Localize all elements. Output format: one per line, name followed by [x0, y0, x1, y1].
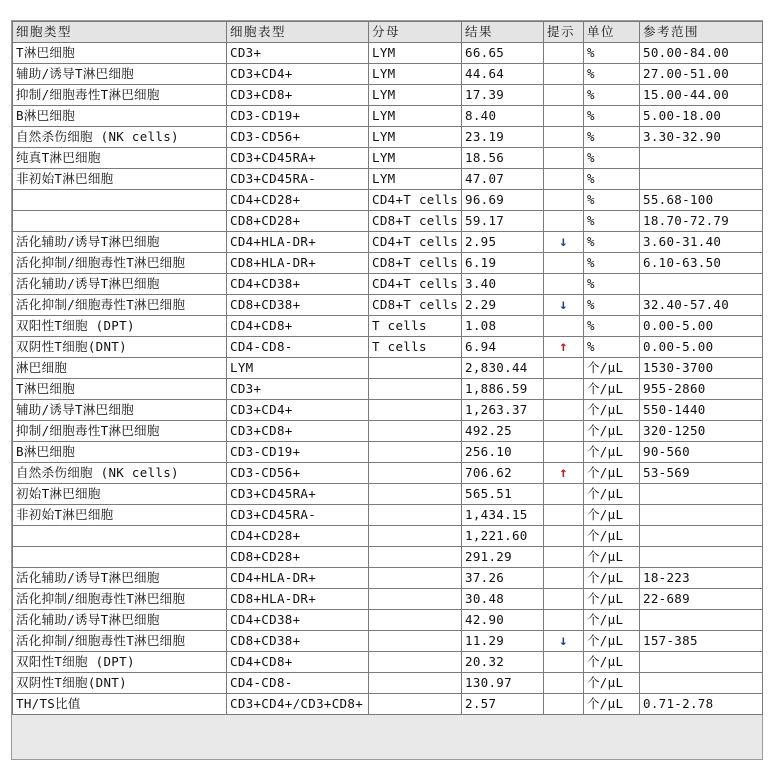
cell-result: 565.51 — [462, 484, 544, 505]
cell-result: 1,221.60 — [462, 526, 544, 547]
cell-result: 3.40 — [462, 274, 544, 295]
cell-phenotype: CD3+CD45RA+ — [227, 148, 369, 169]
cell-unit: 个/μL — [584, 505, 640, 526]
cell-denominator — [369, 610, 462, 631]
cell-denominator: LYM — [369, 148, 462, 169]
cell-denominator — [369, 631, 462, 652]
cell-denominator — [369, 484, 462, 505]
cell-denominator — [369, 505, 462, 526]
cell-phenotype: CD3-CD19+ — [227, 106, 369, 127]
cell-type: 双阴性T细胞(DNT) — [13, 673, 227, 694]
cell-result: 30.48 — [462, 589, 544, 610]
cell-phenotype: CD3+CD8+ — [227, 85, 369, 106]
cell-denominator — [369, 358, 462, 379]
header-cell-range: 参考范围 — [640, 22, 763, 43]
cell-phenotype: LYM — [227, 358, 369, 379]
cell-phenotype: CD4+CD38+ — [227, 610, 369, 631]
cell-denominator: CD4+T cells — [369, 274, 462, 295]
cell-flag — [544, 64, 584, 85]
table-row — [13, 379, 763, 400]
table-row — [13, 64, 763, 85]
cell-type — [13, 211, 227, 232]
table-row — [13, 673, 763, 694]
cell-range: 3.30-32.90 — [640, 127, 763, 148]
cell-range — [640, 547, 763, 568]
cell-phenotype: CD3+CD4+ — [227, 64, 369, 85]
cell-range: 32.40-57.40 — [640, 295, 763, 316]
cell-unit: % — [584, 106, 640, 127]
cell-range: 1530-3700 — [640, 358, 763, 379]
cell-flag — [544, 400, 584, 421]
cell-flag — [544, 652, 584, 673]
cell-denominator: LYM — [369, 85, 462, 106]
cell-flag — [544, 694, 584, 715]
table-row — [13, 610, 763, 631]
cell-result: 2.57 — [462, 694, 544, 715]
cell-result: 66.65 — [462, 43, 544, 64]
cell-range — [640, 673, 763, 694]
cell-unit: 个/μL — [584, 547, 640, 568]
cell-result: 23.19 — [462, 127, 544, 148]
cell-range: 0.71-2.78 — [640, 694, 763, 715]
cell-unit: 个/μL — [584, 568, 640, 589]
cell-phenotype: CD3+CD8+ — [227, 421, 369, 442]
cell-phenotype: CD3+ — [227, 379, 369, 400]
cell-phenotype: CD4+HLA-DR+ — [227, 568, 369, 589]
cell-unit: % — [584, 190, 640, 211]
table-row — [13, 337, 763, 358]
cell-unit: 个/μL — [584, 421, 640, 442]
cell-phenotype: CD3-CD19+ — [227, 442, 369, 463]
cell-flag — [544, 106, 584, 127]
cell-range: 3.60-31.40 — [640, 232, 763, 253]
cell-result: 59.17 — [462, 211, 544, 232]
cell-type: B淋巴细胞 — [13, 106, 227, 127]
cell-phenotype: CD8+HLA-DR+ — [227, 589, 369, 610]
header-cell-denominator: 分母 — [369, 22, 462, 43]
cell-type: 抑制/细胞毒性T淋巴细胞 — [13, 421, 227, 442]
table-row — [13, 43, 763, 64]
cell-denominator: T cells — [369, 316, 462, 337]
cell-unit: % — [584, 253, 640, 274]
cell-unit: 个/μL — [584, 652, 640, 673]
cell-unit: 个/μL — [584, 358, 640, 379]
table-row — [13, 127, 763, 148]
cell-range — [640, 169, 763, 190]
cell-unit: 个/μL — [584, 379, 640, 400]
cell-result: 706.62 — [462, 463, 544, 484]
cell-flag — [544, 274, 584, 295]
arrow-down-icon: ↓ — [544, 295, 584, 316]
cell-type: 辅助/诱导T淋巴细胞 — [13, 400, 227, 421]
cell-flag — [544, 484, 584, 505]
cell-denominator — [369, 421, 462, 442]
arrow-down-icon: ↓ — [544, 232, 584, 253]
table-row — [13, 253, 763, 274]
cell-result: 1,886.59 — [462, 379, 544, 400]
cell-range: 550-1440 — [640, 400, 763, 421]
cell-denominator — [369, 589, 462, 610]
table-header-row — [13, 22, 763, 43]
cell-range: 90-560 — [640, 442, 763, 463]
cell-phenotype: CD4+CD38+ — [227, 274, 369, 295]
cell-flag — [544, 316, 584, 337]
cell-flag — [544, 673, 584, 694]
cell-result: 492.25 — [462, 421, 544, 442]
cell-type — [13, 526, 227, 547]
cell-denominator — [369, 568, 462, 589]
cell-result: 18.56 — [462, 148, 544, 169]
cell-type: 自然杀伤细胞 (NK cells) — [13, 127, 227, 148]
cell-type: 活化抑制/细胞毒性T淋巴细胞 — [13, 295, 227, 316]
cell-unit: % — [584, 43, 640, 64]
cell-type: 初始T淋巴细胞 — [13, 484, 227, 505]
cell-denominator — [369, 400, 462, 421]
cell-unit: % — [584, 316, 640, 337]
cell-denominator: LYM — [369, 64, 462, 85]
cell-result: 1.08 — [462, 316, 544, 337]
cell-phenotype: CD8+CD28+ — [227, 211, 369, 232]
cell-range: 157-385 — [640, 631, 763, 652]
cell-denominator: CD4+T cells — [369, 190, 462, 211]
cell-type: 活化抑制/细胞毒性T淋巴细胞 — [13, 253, 227, 274]
cell-range: 27.00-51.00 — [640, 64, 763, 85]
cell-denominator — [369, 442, 462, 463]
table-row — [13, 421, 763, 442]
table-row — [13, 169, 763, 190]
cell-result: 2,830.44 — [462, 358, 544, 379]
header-cell-phenotype: 细胞表型 — [227, 22, 369, 43]
cell-result: 8.40 — [462, 106, 544, 127]
table-row — [13, 106, 763, 127]
cell-unit: % — [584, 64, 640, 85]
header-cell-type: 细胞类型 — [13, 22, 227, 43]
table-row — [13, 148, 763, 169]
cell-denominator — [369, 652, 462, 673]
cell-flag — [544, 43, 584, 64]
cell-phenotype: CD8+CD38+ — [227, 631, 369, 652]
cell-type: 抑制/细胞毒性T淋巴细胞 — [13, 85, 227, 106]
cell-result: 1,263.37 — [462, 400, 544, 421]
cell-phenotype: CD4+CD28+ — [227, 190, 369, 211]
cell-flag — [544, 526, 584, 547]
cell-range: 53-569 — [640, 463, 763, 484]
cell-range: 6.10-63.50 — [640, 253, 763, 274]
cell-unit: 个/μL — [584, 400, 640, 421]
cell-type: 纯真T淋巴细胞 — [13, 148, 227, 169]
cell-flag — [544, 85, 584, 106]
cell-phenotype: CD4+CD8+ — [227, 652, 369, 673]
cell-result: 42.90 — [462, 610, 544, 631]
cell-unit: % — [584, 211, 640, 232]
cell-result: 130.97 — [462, 673, 544, 694]
cell-phenotype: CD3+CD45RA- — [227, 169, 369, 190]
cell-flag — [544, 568, 584, 589]
cell-type: 活化辅助/诱导T淋巴细胞 — [13, 232, 227, 253]
cell-type: 活化辅助/诱导T淋巴细胞 — [13, 568, 227, 589]
cell-range: 5.00-18.00 — [640, 106, 763, 127]
cell-range — [640, 274, 763, 295]
cell-type: T淋巴细胞 — [13, 43, 227, 64]
cell-type: 非初始T淋巴细胞 — [13, 169, 227, 190]
cell-flag — [544, 610, 584, 631]
cell-result: 6.94 — [462, 337, 544, 358]
cell-type: 活化抑制/细胞毒性T淋巴细胞 — [13, 589, 227, 610]
cell-flag — [544, 589, 584, 610]
cell-result: 47.07 — [462, 169, 544, 190]
cell-unit: 个/μL — [584, 694, 640, 715]
cell-type: 自然杀伤细胞 (NK cells) — [13, 463, 227, 484]
table-row — [13, 442, 763, 463]
cell-phenotype: CD3+CD4+ — [227, 400, 369, 421]
cell-range: 55.68-100 — [640, 190, 763, 211]
cell-unit: 个/μL — [584, 442, 640, 463]
cell-unit: 个/μL — [584, 673, 640, 694]
cell-unit: % — [584, 85, 640, 106]
cell-type: 双阳性T细胞 (DPT) — [13, 316, 227, 337]
cell-flag — [544, 190, 584, 211]
table-row — [13, 190, 763, 211]
table-row — [13, 568, 763, 589]
cell-denominator: CD4+T cells — [369, 232, 462, 253]
cell-denominator: T cells — [369, 337, 462, 358]
table-row — [13, 316, 763, 337]
cell-denominator: CD8+T cells — [369, 253, 462, 274]
table-row — [13, 526, 763, 547]
cell-result: 20.32 — [462, 652, 544, 673]
cell-denominator — [369, 673, 462, 694]
cell-result: 256.10 — [462, 442, 544, 463]
cell-flag — [544, 442, 584, 463]
cell-range — [640, 526, 763, 547]
cell-phenotype: CD4+HLA-DR+ — [227, 232, 369, 253]
cell-flag — [544, 127, 584, 148]
cell-type: 淋巴细胞 — [13, 358, 227, 379]
cell-unit: % — [584, 274, 640, 295]
cell-range: 22-689 — [640, 589, 763, 610]
table-row — [13, 274, 763, 295]
cell-unit: 个/μL — [584, 631, 640, 652]
cell-range — [640, 148, 763, 169]
cell-result: 17.39 — [462, 85, 544, 106]
cell-flag — [544, 547, 584, 568]
cell-phenotype: CD8+HLA-DR+ — [227, 253, 369, 274]
table-row — [13, 358, 763, 379]
cell-type: B淋巴细胞 — [13, 442, 227, 463]
table-row — [13, 484, 763, 505]
cell-type: T淋巴细胞 — [13, 379, 227, 400]
cell-type: 双阴性T细胞(DNT) — [13, 337, 227, 358]
cell-type — [13, 547, 227, 568]
cell-range: 955-2860 — [640, 379, 763, 400]
cell-flag — [544, 148, 584, 169]
cell-phenotype: CD3+CD4+/CD3+CD8+ — [227, 694, 369, 715]
cell-result: 291.29 — [462, 547, 544, 568]
cell-phenotype: CD3+ — [227, 43, 369, 64]
cell-type — [13, 190, 227, 211]
cell-unit: 个/μL — [584, 484, 640, 505]
table-row — [13, 232, 763, 253]
cell-flag — [544, 169, 584, 190]
cell-denominator: LYM — [369, 106, 462, 127]
table-row — [13, 85, 763, 106]
cell-range: 15.00-44.00 — [640, 85, 763, 106]
cell-range — [640, 610, 763, 631]
cell-phenotype: CD8+CD28+ — [227, 547, 369, 568]
cell-type: 辅助/诱导T淋巴细胞 — [13, 64, 227, 85]
table-row — [13, 631, 763, 652]
cell-phenotype: CD4-CD8- — [227, 337, 369, 358]
arrow-up-icon: ↑ — [544, 337, 584, 358]
cell-flag — [544, 211, 584, 232]
cell-phenotype: CD4+CD8+ — [227, 316, 369, 337]
cell-flag — [544, 358, 584, 379]
cell-flag — [544, 505, 584, 526]
cell-type: 非初始T淋巴细胞 — [13, 505, 227, 526]
cell-unit: % — [584, 295, 640, 316]
table-row — [13, 400, 763, 421]
cell-flag — [544, 421, 584, 442]
cell-range: 0.00-5.00 — [640, 316, 763, 337]
table-row — [13, 211, 763, 232]
cell-denominator: LYM — [369, 169, 462, 190]
cell-result: 37.26 — [462, 568, 544, 589]
cell-phenotype: CD4-CD8- — [227, 673, 369, 694]
table-row — [13, 547, 763, 568]
cell-result: 44.64 — [462, 64, 544, 85]
cell-unit: % — [584, 337, 640, 358]
cell-unit: 个/μL — [584, 526, 640, 547]
cell-range: 50.00-84.00 — [640, 43, 763, 64]
lymphocyte-subset-table — [12, 21, 763, 715]
cell-flag — [544, 379, 584, 400]
cell-denominator — [369, 526, 462, 547]
cell-type: 双阳性T细胞 (DPT) — [13, 652, 227, 673]
table-row — [13, 694, 763, 715]
cell-range: 320-1250 — [640, 421, 763, 442]
cell-range — [640, 652, 763, 673]
cell-unit: 个/μL — [584, 589, 640, 610]
arrow-up-icon: ↑ — [544, 463, 584, 484]
cell-result: 6.19 — [462, 253, 544, 274]
table-row — [13, 463, 763, 484]
cell-result: 11.29 — [462, 631, 544, 652]
cell-phenotype: CD4+CD28+ — [227, 526, 369, 547]
cell-type: 活化辅助/诱导T淋巴细胞 — [13, 610, 227, 631]
cell-phenotype: CD3-CD56+ — [227, 463, 369, 484]
cell-denominator: CD8+T cells — [369, 295, 462, 316]
arrow-down-icon: ↓ — [544, 631, 584, 652]
table-row — [13, 589, 763, 610]
cell-denominator — [369, 463, 462, 484]
cell-type: TH/TS比值 — [13, 694, 227, 715]
header-cell-unit: 单位 — [584, 22, 640, 43]
cell-range: 18.70-72.79 — [640, 211, 763, 232]
table-row — [13, 652, 763, 673]
cell-result: 96.69 — [462, 190, 544, 211]
cell-phenotype: CD3-CD56+ — [227, 127, 369, 148]
cell-unit: % — [584, 127, 640, 148]
cell-unit: % — [584, 169, 640, 190]
cell-result: 2.29 — [462, 295, 544, 316]
cell-result: 2.95 — [462, 232, 544, 253]
cell-flag — [544, 253, 584, 274]
cell-type: 活化辅助/诱导T淋巴细胞 — [13, 274, 227, 295]
cell-denominator: CD8+T cells — [369, 211, 462, 232]
cell-type: 活化抑制/细胞毒性T淋巴细胞 — [13, 631, 227, 652]
cell-phenotype: CD8+CD38+ — [227, 295, 369, 316]
cell-denominator — [369, 379, 462, 400]
cell-range — [640, 484, 763, 505]
cell-unit: 个/μL — [584, 610, 640, 631]
cell-result: 1,434.15 — [462, 505, 544, 526]
table-row — [13, 295, 763, 316]
cell-phenotype: CD3+CD45RA- — [227, 505, 369, 526]
cell-denominator — [369, 694, 462, 715]
cell-unit: 个/μL — [584, 463, 640, 484]
cell-denominator — [369, 547, 462, 568]
header-cell-result: 结果 — [462, 22, 544, 43]
header-cell-flag: 提示 — [544, 22, 584, 43]
cell-range: 0.00-5.00 — [640, 337, 763, 358]
table-row — [13, 505, 763, 526]
cell-unit: % — [584, 232, 640, 253]
cell-unit: % — [584, 148, 640, 169]
cell-denominator: LYM — [369, 43, 462, 64]
cell-denominator: LYM — [369, 127, 462, 148]
cell-phenotype: CD3+CD45RA+ — [227, 484, 369, 505]
cell-range: 18-223 — [640, 568, 763, 589]
cell-range — [640, 505, 763, 526]
